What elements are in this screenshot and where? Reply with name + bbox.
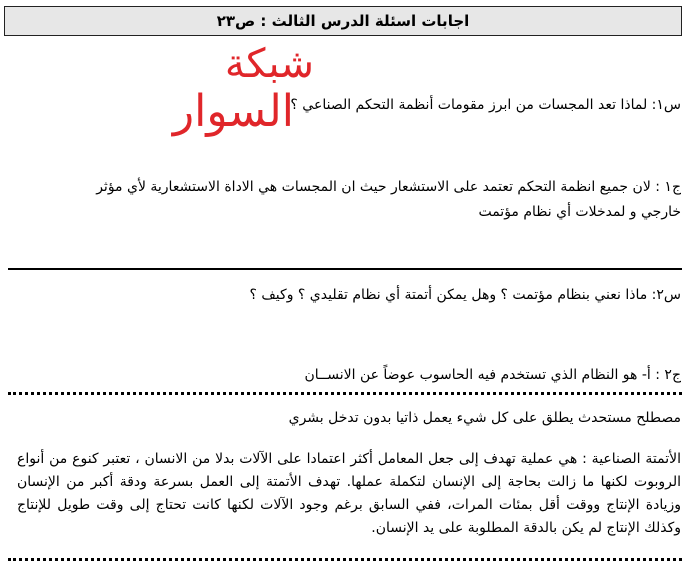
section-divider <box>8 268 682 270</box>
question-2: س٢: ماذا نعني بنظام مؤتمت ؟ وهل يمكن أتمتة أي نظام تقليدي ؟ وكيف ؟ <box>249 287 681 303</box>
answer-1-line-1: ج١ : لان جميع انظمة التحكم تعتمد على الاستشعار حيث ان المجسات هي الاداة الاستشعارية لأي مؤثر <box>96 179 681 195</box>
watermark-line-1: شبكة <box>224 41 314 87</box>
dotted-divider-2 <box>8 558 682 561</box>
question-1: س١: لماذا تعد المجسات من ابرز مقومات أنظمة التحكم الصناعي ؟ <box>290 97 681 113</box>
industrial-automation-paragraph: الأتمتة الصناعية : هي عملية تهدف إلى جعل المعامل أكثر اعتمادا على الآلات بدلا من الانسان ، تعتبر كنوع من أنواع الروبوت لكنها ما زالت بحاجة إلى الإنسان لتكملة عملها. تهدف الأتمتة إلى العمل بسرعة ودقة أكبر من الإنسان وزيادة الإنتاج ووقت أقل بمئات المرات، ففي السابق برغم وجود الآلات لكنها كانت تحتاج إلى وقت طويل للإنتاج وكذلك الإنتاج لم يكن بالدقة المطلوبة على يد الإنسان. <box>17 451 681 536</box>
watermark-line-2: السوار <box>172 86 294 137</box>
term-definition: مصطلح مستحدث يطلق على كل شيء يعمل ذاتيا بدون تدخل بشري <box>288 410 681 426</box>
answer-1-line-2: خارجي و لمدخلات أي نظام مؤتمت <box>478 204 681 220</box>
answer-2-a: ج٢ : أ- هو النظام الذي تستخدم فيه الحاسوب عوضاً عن الانســان <box>304 367 681 383</box>
dotted-divider-1 <box>8 392 682 395</box>
page-title: اجابات اسئلة الدرس الثالث : ص٢٣ <box>4 6 682 36</box>
watermark-logo <box>14 42 314 140</box>
